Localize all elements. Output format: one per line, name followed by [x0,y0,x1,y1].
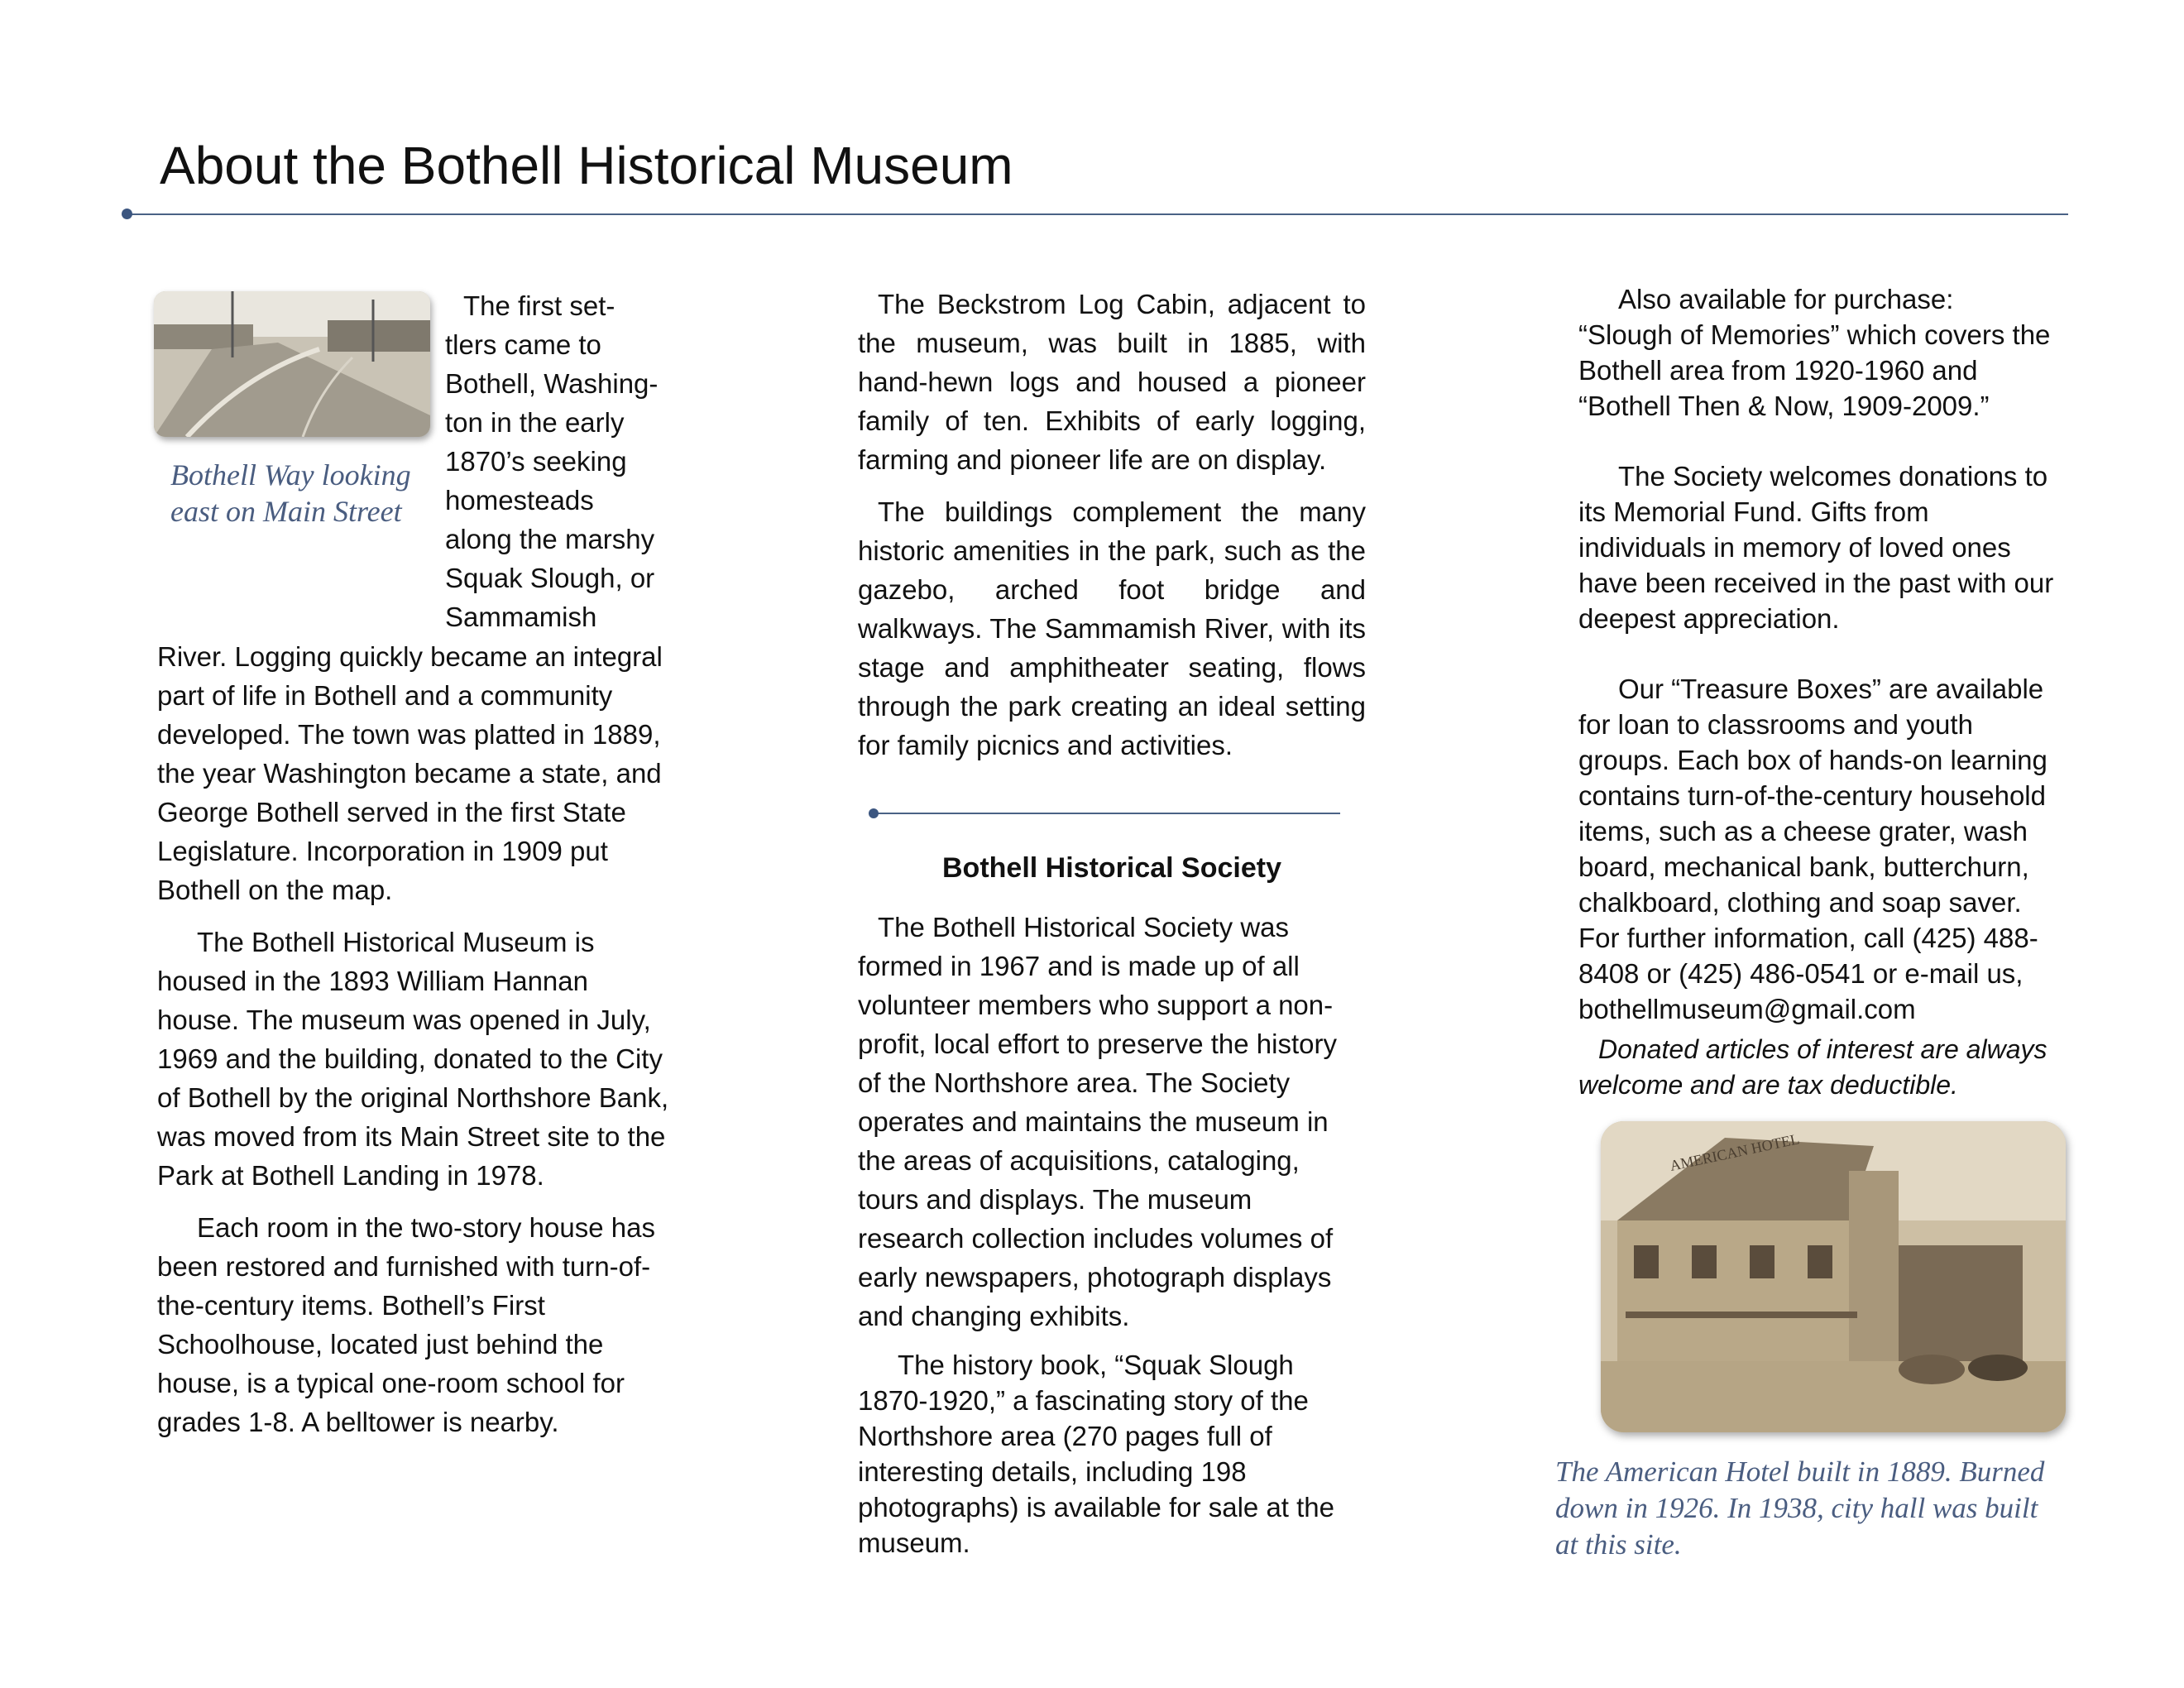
treasure-boxes-paragraph: Our “Treasure Boxes” are available for loan to classrooms and youth groups. Each box of hands-on learning contains turn-of-the-century household items, such as a cheese grater, wash board, mechanical bank, butterchurn, chalkboard, clothing and soap saver. For further information, call (425) 488-8408 or (425) 486-0541 or e-mail us, bothellmuseum@gmail.com [1578,674,2048,1024]
museum-house-paragraph: The Bothell Historical Museum is housed in the 1893 William Hannan house. The museum was opened in July, 1969 and the building, donated to the City of Bothell by the original Northshore Bank, was moved from its Main Street site to the Park at Bothell Landing in 1978. [157,927,669,1191]
society-divider [873,813,1340,814]
society-divider-dot [869,808,879,818]
purchase-paragraph: Also available for purchase: “Slough of Memories” which covers the Bothell area from 1920-1960 and “Bothell Then & Now, 1909-2009.” [1578,284,2051,421]
title-divider-dot [122,209,132,219]
text-line: homesteads [445,485,594,516]
american-hotel-photo [1601,1121,2066,1432]
column-3-text [1578,281,2054,1103]
bothell-way-photo [154,291,430,437]
text-line: tlers came to [445,329,601,360]
text-line: Squak Slough, or [445,563,655,593]
column-1-text [157,637,674,1441]
buildings-paragraph: The buildings complement the many historic amenities in the park, such as the gazebo, arched foot bridge and walkways. The Sammamish River, with its stage and amphitheater seating, flows through the park creating an ideal setting for family picnics and activities. [858,496,1366,760]
society-heading: Bothell Historical Society [942,852,1281,884]
page-title: About the Bothell Historical Museum [160,136,1013,195]
title-divider [126,213,2068,215]
intro-wrap-text [445,286,677,636]
text-line: 1870’s seeking [445,446,627,477]
text-line: Bothell, Washing- [445,368,659,399]
american-hotel-caption: The American Hotel built in 1889. Burned down in 1926. In 1938, city hall was built at this site. [1555,1455,2045,1561]
donated-note: Donated articles of interest are always welcome and are tax deductible. [1578,1034,2048,1100]
log-cabin-paragraph: The Beckstrom Log Cabin, adjacent to the museum, was built in 1885, with hand-hewn logs and housed a pioneer family of ten. Exhibits of early logging, farming and pioneer life are on display. [858,289,1366,475]
caption-line: east on Main Street [170,495,402,528]
text-line: The first set- [463,290,615,321]
column-2-society-text [858,908,1354,1561]
text-line: Sammamish [445,602,597,632]
caption-line: Bothell Way looking [170,458,411,492]
text-line: ton in the early [445,407,625,438]
intro-paragraph-rest: River. Logging quickly became an integral part of life in Bothell and a community developed. The town was platted in 1889, the year Washington became a state, and George Bothell served in the first State Legislature. Incorporation in 1909 put Bothell on the map. [157,641,663,905]
column-2-text [858,285,1366,765]
bothell-way-caption [170,457,411,530]
history-book-paragraph: The history book, “Squak Slough 1870-1920,” a fascinating story of the Northshore area (270 pages full of interesting details, including 198 photographs) is available for sale at the museum. [858,1350,1335,1558]
society-paragraph: The Bothell Historical Society was formed in 1967 and is made up of all volunteer members who support a non-profit, local effort to preserve the history of the Northshore area. The Society operates and maintains the museum in the areas of acquisitions, cataloging, tours and displays. The museum research collection includes volumes of early newspapers, photograph displays and changing exhibits. [858,912,1337,1331]
text-line: along the marshy [445,524,655,554]
rooms-paragraph: Each room in the two-story house has been restored and furnished with turn-of-the-century items. Bothell’s First Schoolhouse, located just behind the house, is a typical one-room school for grades 1-8. A belltower is nearby. [157,1212,655,1437]
hotel-sign-text: AMERICAN HOTEL [1668,1130,1801,1174]
donations-paragraph: The Society welcomes donations to its Memorial Fund. Gifts from individuals in memory of loved ones have been received in the past with our deepest appreciation. [1578,461,2054,634]
